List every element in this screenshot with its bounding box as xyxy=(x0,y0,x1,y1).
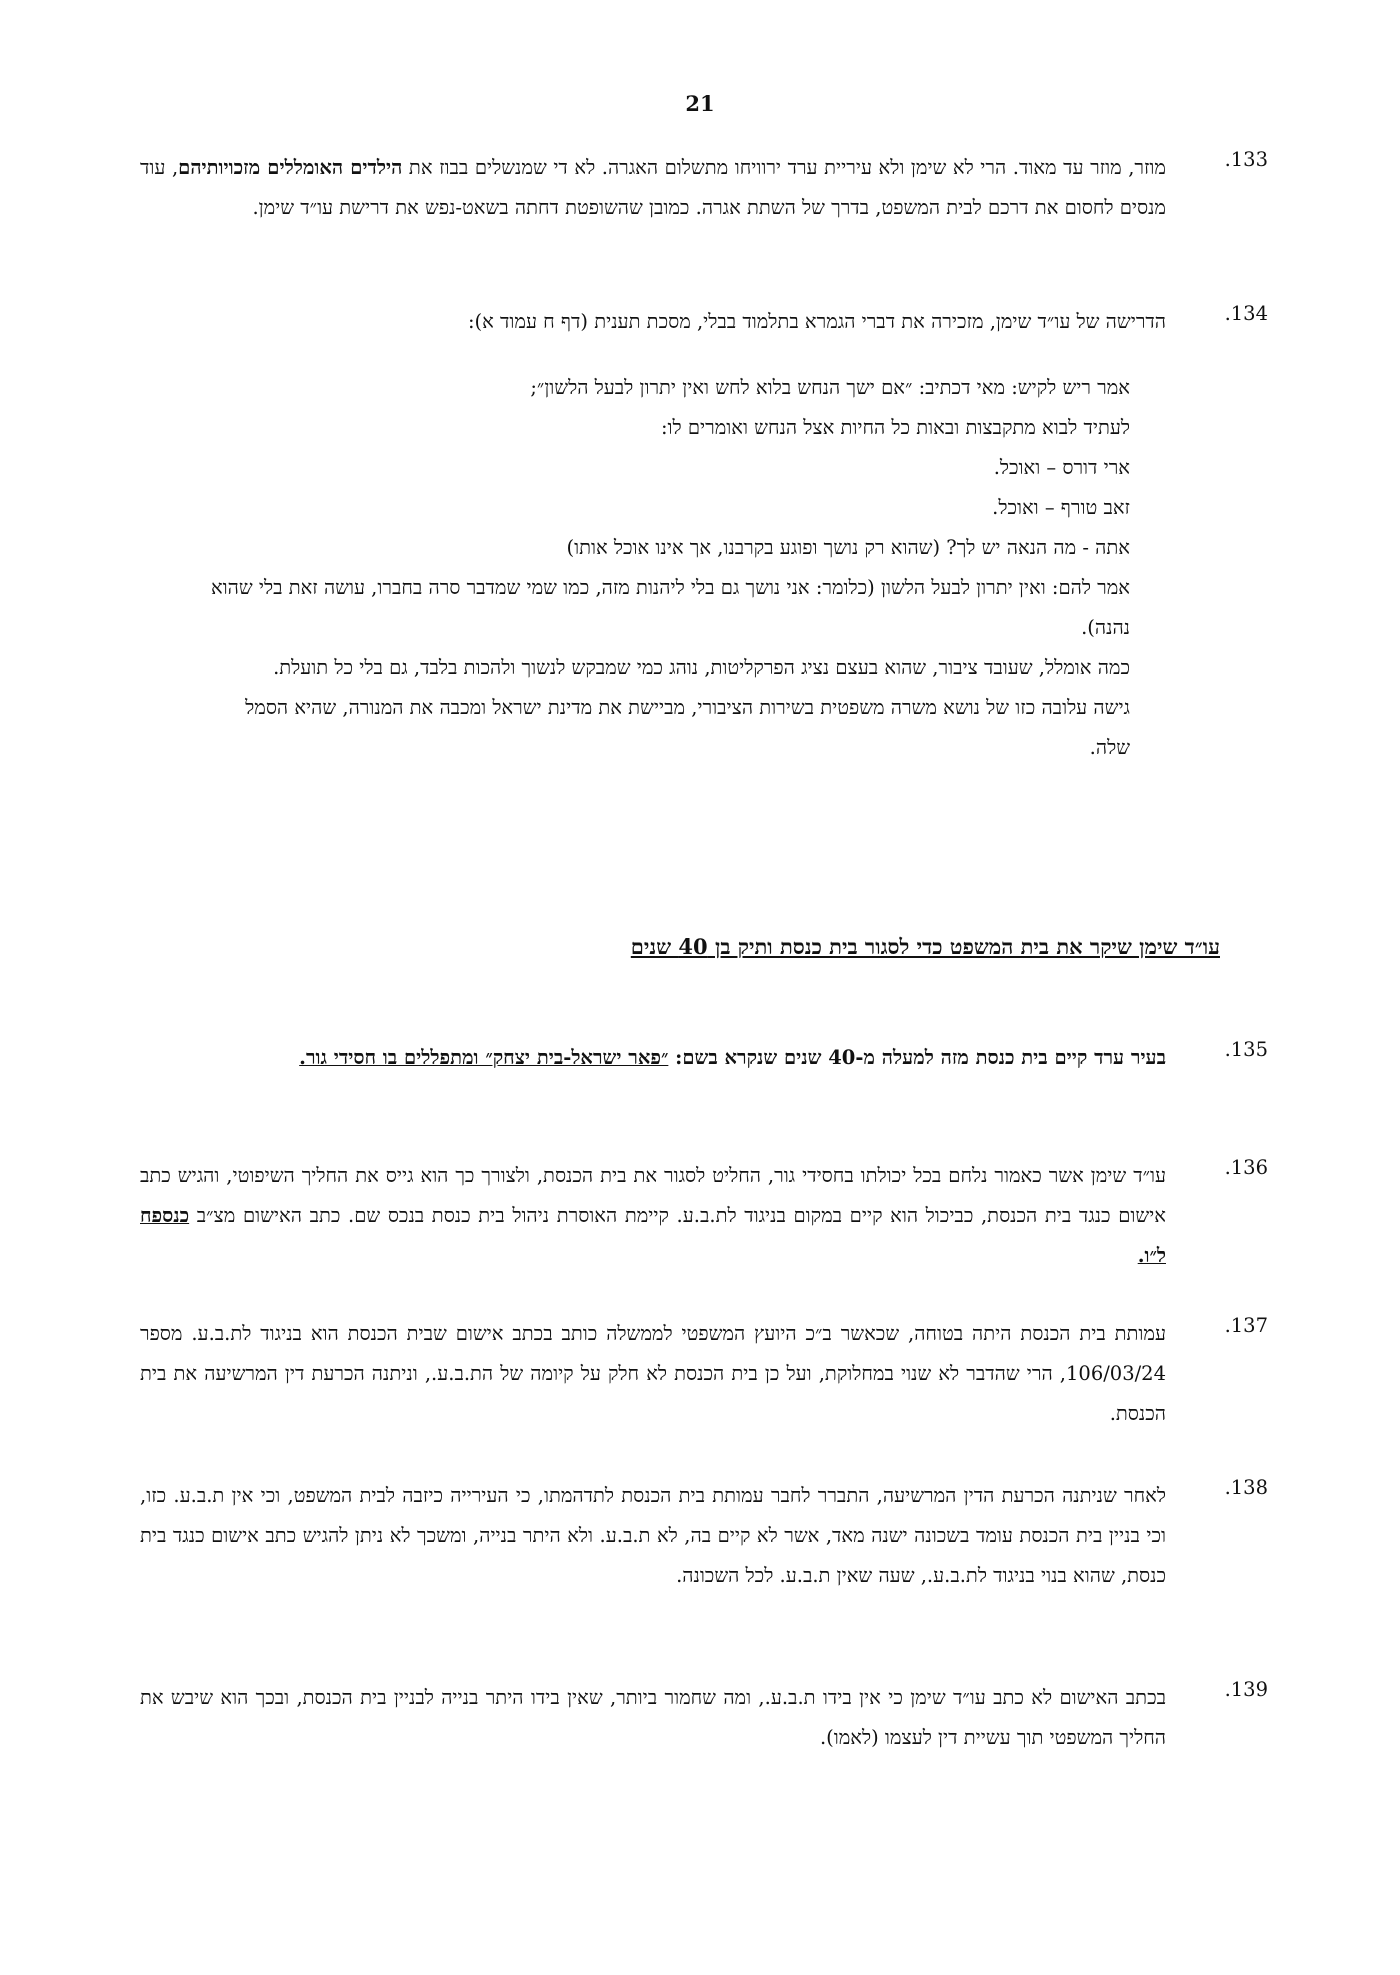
paragraph-139 xyxy=(140,1678,1268,1758)
talmud-quote xyxy=(210,368,1130,768)
paragraph-135 xyxy=(140,1038,1268,1078)
bold-phrase: הילדים האומללים מזכויותיהם xyxy=(178,156,403,179)
paragraph-number: .135 xyxy=(1224,1038,1268,1061)
paragraph-number: .136 xyxy=(1224,1156,1268,1179)
paragraph-text: מוזר, מוזר עד מאוד. הרי לא שימן ולא עיריית ערד ירוויחו מתשלום האגרה. לא די שמנשלים בבוז את הילדים האומללים מזכויותיהם, עוד מנסים לחסום את דרכם לבית המשפט, בדרך של השתת אגרה. כמובן שהשופטת דחתה בשאט-נפש את דרישת עו״ד שימן. xyxy=(140,156,1166,219)
quote-line: אמר ריש לקיש: מאי דכתיב: ״אם ישך הנחש בלוא לחש ואין יתרון לבעל הלשון״; xyxy=(530,376,1130,399)
section-heading: עו״ד שימן שיקר את בית המשפט כדי לסגור בית כנסת ותיק בן 40 שנים xyxy=(630,934,1220,959)
quote-line: לעתיד לבוא מתקבצות ובאות כל החיות אצל הנחש ואומרים לו: xyxy=(660,416,1130,439)
paragraph-134 xyxy=(140,302,1268,342)
paragraph-text: הדרישה של עו״ד שימן, מזכירה את דברי הגמרא בתלמוד בבלי, מסכת תענית (דף ח עמוד א): xyxy=(467,310,1166,333)
paragraph-text: עו״ד שימן אשר כאמור נלחם בכל יכולתו בחסידי גור, החליט לסגור את בית הכנסת, ולצורך כך הוא גייס את החליך השיפוטי, והגיש כתב אישום כנגד בית הכנסת, כביכול הוא קיים במקום בניגוד לת.ב.ע. קיימת האוסרת ניהול בית כנסת בנכס שם. כתב האישום מצ״ב כנספח ל״ו. xyxy=(140,1164,1166,1267)
underlined-phrase: ״פאר ישראל-בית יצחק״ ומתפללים בו חסידי גור. xyxy=(299,1046,669,1069)
quote-line: כמה אומלל, שעובד ציבור, שהוא בעצם נציג הפרקליטות, נוהג כמי שמבקש לנשוך ולהכות בלבד, גם בלי כל תועלת. xyxy=(273,656,1130,679)
paragraph-number: .133 xyxy=(1224,148,1268,171)
quote-line: גישה עלובה כזו של נושא משרה משפטית בשירות הציבורי, מביישת את מדינת ישראל ומכבה את המנורה, שהיא הסמל שלה. xyxy=(245,696,1130,759)
quote-line: ארי דורס – ואוכל. xyxy=(993,456,1130,479)
paragraph-136 xyxy=(140,1156,1268,1276)
paragraph-138 xyxy=(140,1476,1268,1596)
paragraph-number: .138 xyxy=(1224,1476,1268,1499)
paragraph-text: בעיר ערד קיים בית כנסת מזה למעלה מ-40 שנים שנקרא בשם: ״פאר ישראל-בית יצחק״ ומתפללים בו חסידי גור. xyxy=(299,1046,1166,1069)
paragraph-number: .139 xyxy=(1224,1678,1268,1701)
paragraph-number: .137 xyxy=(1224,1314,1268,1337)
paragraph-text: בכתב האישום לא כתב עו״ד שימן כי אין בידו ת.ב.ע., ומה שחמור ביותר, שאין בידו היתר בנייה לבניין בית הכנסת, ובכך הוא שיבש את החליך המשפטי תוך עשיית דין לעצמו (לאמו). xyxy=(140,1686,1166,1749)
paragraph-133 xyxy=(140,148,1268,228)
paragraph-137 xyxy=(140,1314,1268,1434)
page-number: 21 xyxy=(685,91,715,116)
paragraph-text: עמותת בית הכנסת היתה בטוחה, שכאשר ב״כ היועץ המשפטי לממשלה כותב בכתב אישום שבית הכנסת הוא בניגוד לת.ב.ע. מספר 106/03/24, הרי שהדבר לא שנוי במחלוקת, ועל כן בית הכנסת לא חלק על קיומה של הת.ב.ע., וניתנה הכרעת דין המרשיעה את בית הכנסת. xyxy=(140,1322,1166,1425)
quote-line: אתה - מה הנאה יש לך? (שהוא רק נושך ופוגע בקרבנו, אך אינו אוכל אותו) xyxy=(566,536,1130,559)
quote-line: אמר להם: ואין יתרון לבעל הלשון (כלומר: אני נושך גם בלי ליהנות מזה, כמו שמי שמדבר סרה בחברו, עושה זאת בלי שהוא נהנה). xyxy=(210,576,1130,639)
appendix-reference: כנספח ל״ו. xyxy=(140,1204,1166,1267)
quote-line: זאב טורף – ואוכל. xyxy=(992,496,1130,519)
paragraph-text: לאחר שניתנה הכרעת הדין המרשיעה, התברר לחבר עמותת בית הכנסת לתדהמתו, כי העירייה כיזבה לבית המשפט, וכי אין ת.ב.ע. כזו, וכי בניין בית הכנסת עומד בשכונה ישנה מאד, אשר לא קיים בה, לא ת.ב.ע. ולא היתר בנייה, ומשכך לא ניתן להגיש כתב אישום כנגד בית כנסת, שהוא בנוי בניגוד לת.ב.ע., שעה שאין ת.ב.ע. לכל השכונה. xyxy=(140,1484,1166,1587)
paragraph-number: .134 xyxy=(1224,302,1268,325)
